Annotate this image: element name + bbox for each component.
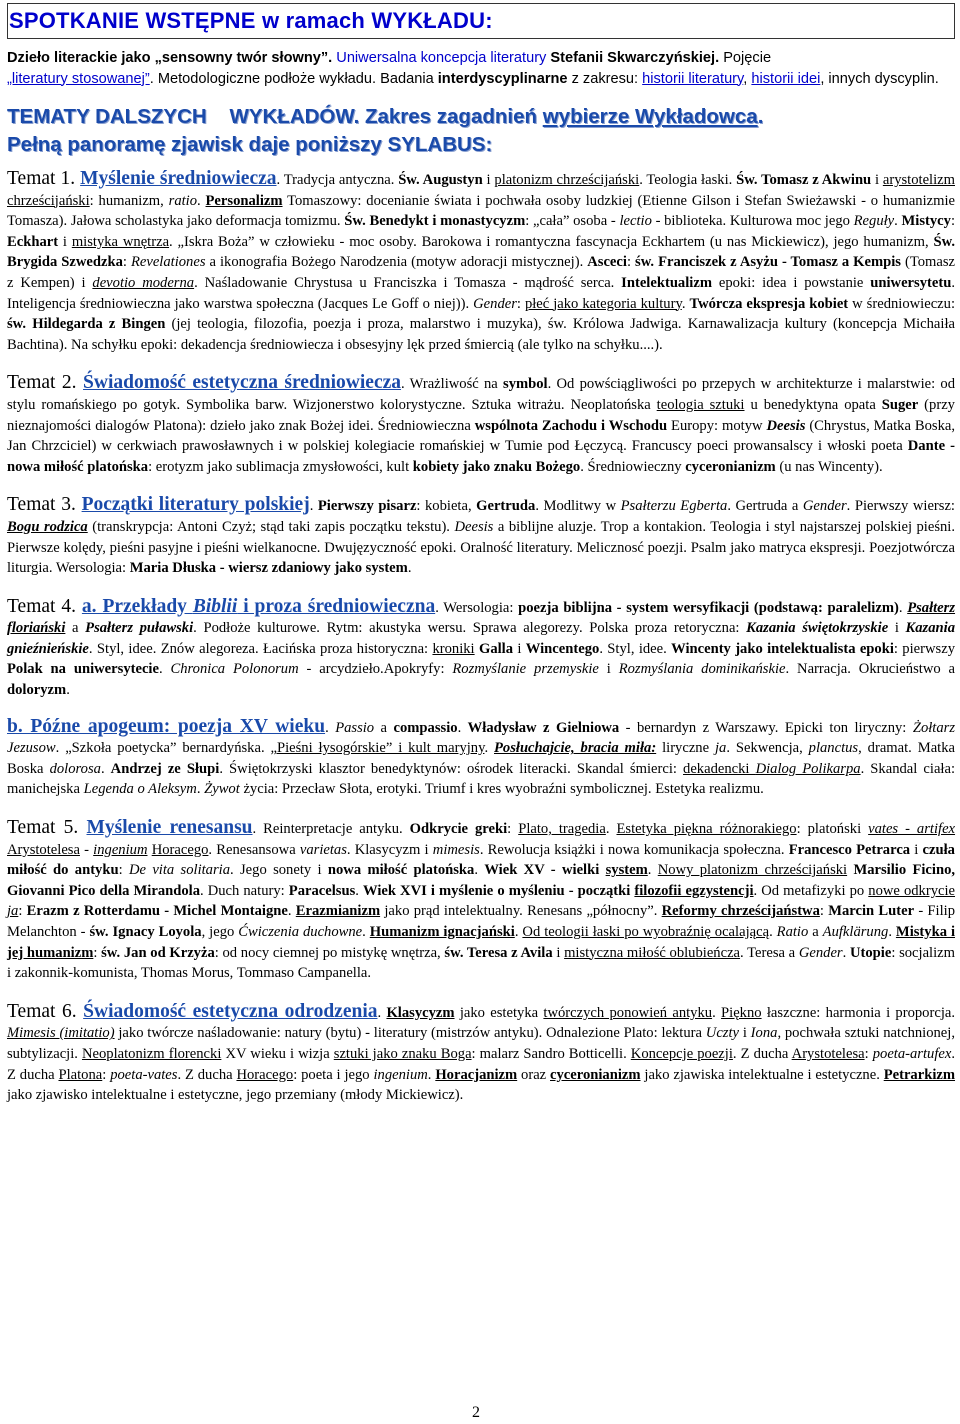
body-segment: . Z ducha	[732, 1045, 792, 1062]
body-segment: : „cała” osoba -	[525, 213, 620, 230]
body-segment: Władysław z Gielniowa	[467, 719, 620, 736]
body-segment: Erazm z Rotterdamu - Michel Montaigne	[26, 903, 288, 920]
topic-2-label: Temat 2	[7, 372, 72, 394]
body-segment: u benedyktyna opata	[744, 396, 882, 413]
body-segment: .	[484, 740, 494, 757]
body-segment: . Teologia łaski.	[639, 172, 737, 188]
body-segment: :	[118, 862, 129, 879]
body-segment: Polak na uniwersytecie	[7, 661, 159, 678]
body-segment: . Narracja. Okrucieństwo a	[785, 661, 956, 678]
body-segment: . „Iskra Boża” w człowieku - moc osoby. Barokowa i romantyczna fascynacja Eckhartem (u nas Mickiewicz), jego humanizm,	[169, 233, 934, 250]
body-segment: : od nocy ciemnej po mistykę wnętrza,	[214, 944, 445, 961]
body-segment: :	[93, 944, 102, 961]
body-segment: Gender	[802, 498, 847, 515]
body-segment: Marsilio Ficino, Giovanni Pico della Mirandola	[7, 862, 956, 899]
body-segment: Andrzej ze Słupi	[110, 760, 220, 777]
topic-4-label: Temat 4	[7, 595, 72, 617]
body-segment: - arcydzieło.Apokryfy:	[298, 661, 453, 678]
body-segment: (jej teologia, filozofia, poezja i proza, malarstwo i muzyka), św. Królowa Jadwiga. Karnawalizacja kultury (koncepcja Michaiła Bachtina). Na schyłku epoki: dekadencja średniowiecza i obsesyjny lęk przed śmiercią (ale tylko na schyłku....).	[7, 316, 955, 353]
body-segment: . Od powściągliwości po przepych w architekturze i malarstwie: od stylu romańskiego po gotyk. Symbolika barw. Wizjonerstwo kolorystyczne. Sztuka witrażu. Neoplatońska	[7, 376, 956, 413]
body-segment: .	[197, 192, 206, 209]
body-segment: cyceronianizm	[685, 458, 776, 475]
body-segment: Ratio	[776, 924, 809, 940]
topics-text: TEMATY DALSZYCH WYKŁADÓW. Zakres zagadnień	[7, 105, 543, 128]
body-segment: :	[122, 254, 131, 271]
body-segment: Gender	[473, 295, 517, 312]
body-segment: i	[58, 233, 72, 250]
body-segment: .	[196, 781, 205, 798]
body-segment: : malarz Sandro Botticelli.	[471, 1045, 631, 1062]
body-segment: i	[552, 944, 565, 961]
topic-1-title: Myślenie średniowiecza	[80, 168, 277, 189]
body-segment: :	[950, 213, 956, 230]
body-segment: łaszczne: harmonia i proporcja.	[761, 1004, 955, 1021]
body-segment: - biblioteka. Kulturowa moc jego	[651, 213, 854, 230]
page-number: 2	[472, 1404, 480, 1421]
body-segment: uniwersytetu	[870, 274, 952, 291]
body-segment: dekadencki	[683, 760, 756, 777]
body-segment: (Tomasz z Kempen) i	[7, 254, 956, 291]
body-segment: „Pieśni łysogórskie” i kult maryjny	[270, 740, 485, 757]
body-segment: .	[457, 719, 468, 736]
topic-2-title: Świadomość estetyczna średniowiecza	[83, 372, 402, 394]
body-segment: filozofii egzystencji	[634, 882, 754, 899]
body-segment: Koncepcje poezji	[630, 1045, 733, 1062]
topic-1	[7, 169, 955, 355]
body-segment: .	[427, 1066, 436, 1083]
body-segment: Humanizm ignacjański	[369, 924, 515, 940]
body-segment: Galla	[478, 640, 514, 657]
intro-link: „literatury stosowanej”	[7, 70, 150, 87]
topic-4-title	[82, 596, 435, 617]
body-segment: vates - artifex	[868, 821, 956, 838]
body-segment: Wiek XVI i myślenie o myśleniu - początki	[362, 882, 635, 899]
body-segment: św. Hildegarda z Bingen	[7, 316, 166, 333]
topic-4-title-part: Biblii	[192, 595, 238, 617]
body-segment: : socjalizm i zakonnik-komunista, Thomas Morus, Tommaso Campanella.	[7, 944, 955, 982]
body-segment: a ikonografia Bożego Narodzenia (motyw adoracji mistycznej).	[205, 254, 588, 271]
body-segment: , dramat. Matka Boska	[7, 740, 956, 777]
topic-1-body	[7, 172, 955, 353]
body-segment: .	[647, 862, 658, 879]
body-segment: Maria Dłuska - wiersz zdaniowy jako system	[129, 560, 408, 577]
body-segment: (przy nieznajomości dialogów Platona): dzieło jako znak Bożej idei. Średniowieczna	[7, 396, 955, 434]
intro-text: Pojęcie	[719, 50, 772, 66]
body-segment: Twórcza ekspresja kobiet	[689, 295, 849, 312]
body-segment: .	[66, 682, 70, 699]
body-segment: . Modlitwy w	[535, 498, 621, 515]
body-segment: .	[894, 213, 902, 230]
body-segment: - Filip Melanchton -	[7, 903, 956, 940]
body-segment: : humanizm,	[89, 192, 169, 209]
topic-4-title-part: a. Przekłady	[81, 595, 193, 617]
body-segment: Francesco Petrarca	[788, 841, 911, 858]
body-segment: jako estetyka	[454, 1004, 544, 1021]
body-segment: Horacego	[151, 841, 209, 858]
intro-text: , innych dyscyplin.	[820, 70, 939, 87]
body-segment: Od teologii łaski po wyobraźnię ocalającą	[522, 924, 770, 940]
body-segment: Gertruda	[476, 498, 536, 515]
body-segment: . Styl, idee. Znów alegoreza. Łacińska proza historyczna:	[88, 640, 433, 657]
body-segment: . Klasycyzm i	[346, 841, 433, 858]
page-title: SPOTKANIE WSTĘPNE w ramach WYKŁADU:	[9, 8, 493, 33]
body-segment: Eckhart	[7, 233, 59, 250]
body-segment: . Średniowieczny	[580, 458, 686, 475]
body-segment: Reguły	[853, 213, 895, 230]
body-segment: Chronica Polonorum	[170, 661, 299, 678]
body-segment: XV wieku i wizja	[221, 1045, 334, 1062]
body-segment: życia: Przecław Słota, erotyki. Triumf i kres wyobraźni symbolicznej. Estetyka realizmu.	[239, 781, 764, 798]
intro-link: historii idei	[751, 70, 821, 87]
body-segment: poeta-artufex	[872, 1045, 952, 1062]
body-segment: Kazania gnieźnieńskie	[7, 620, 956, 657]
body-segment: Marcin Luter	[828, 903, 915, 920]
body-segment: Deesis	[454, 518, 494, 535]
body-segment: :	[516, 295, 525, 312]
body-segment: Ćwiczenia duchowne	[238, 924, 363, 940]
body-segment: dolorosa	[49, 760, 101, 777]
body-segment: .	[898, 599, 908, 616]
body-segment: Bogu rodzica	[7, 518, 88, 535]
body-segment: a biblijne aluzje. Trop a kontakion. Teologia i styl najstarszej polskiej pieśni. Pierwsze kolędy, pieśni pasyjne i pieśni wielkanocne. Dwujęzyczność epoki. Oralność literatury. Melicznosć poezji. Psalm jako matryca ekspresji. Poezjotwórcza liturgia. Wersologia:	[7, 518, 956, 577]
body-segment: . Inteligencja średniowieczna jako warstwa społeczna (Jacques Le Goff o niej)).	[7, 274, 955, 312]
body-segment: : platoński	[796, 821, 869, 838]
topics-text: .	[757, 105, 764, 128]
body-segment: a	[808, 924, 823, 940]
body-segment: nowe odkrycie	[868, 882, 956, 899]
body-segment: system	[605, 862, 648, 879]
topic-5-head: Temat 5. Myślenie renesansu	[7, 817, 253, 839]
topic-5-label: Temat 5	[7, 817, 74, 839]
body-segment: .	[769, 924, 777, 940]
body-segment: Horacego	[236, 1066, 294, 1083]
body-segment: De vita solitaria	[128, 862, 231, 879]
body-segment: Personalizm	[205, 192, 283, 209]
body-segment: , pochwała sztuki natchnionej, subtylizacji.	[7, 1025, 955, 1062]
body-segment: . Jego sonety i	[230, 862, 328, 879]
body-segment: Arystotelesa	[7, 841, 80, 858]
topics-syllabus: Pełną panoramę zjawisk daje poniższy SYLABUS:	[7, 133, 493, 156]
title-box	[7, 3, 955, 39]
body-segment: Horacjanizm	[435, 1066, 518, 1083]
body-segment: .	[355, 882, 363, 899]
body-segment: . Od metafizyki po	[753, 882, 869, 899]
body-segment: Wiek XV - wielki	[484, 862, 606, 879]
body-segment: Psałterz puławski	[85, 620, 194, 637]
body-segment: .	[287, 903, 296, 920]
body-segment: . Skandal ciała: manichejska	[7, 760, 956, 798]
body-segment: poeta-vates	[110, 1066, 178, 1083]
body-segment: .	[605, 821, 617, 838]
body-segment: jako zjawiska intelektualne i estetyczne.	[640, 1066, 884, 1083]
body-segment: Psałterzu Egberta	[620, 498, 728, 515]
topic-4-title-part: i proza średniowieczna	[237, 595, 436, 617]
body-segment: . Rewolucja książki i nowa komunikacja społeczna.	[479, 841, 789, 858]
body-segment: . Gertruda a	[727, 498, 803, 515]
body-segment: planctus	[808, 740, 859, 757]
body-segment: :	[819, 903, 829, 920]
body-segment: .	[842, 944, 850, 961]
body-segment: :	[626, 254, 636, 271]
body-segment: Suger	[881, 396, 919, 413]
body-segment: symbol	[503, 376, 548, 393]
body-segment: :	[18, 903, 27, 920]
topic-6	[7, 1002, 955, 1106]
body-segment: .	[309, 498, 318, 515]
body-segment: Intelektualizm	[621, 274, 712, 291]
body-segment: Neoplatonizm florencki	[81, 1045, 222, 1062]
body-segment: i	[871, 172, 883, 188]
topic-3-label: Temat 3	[7, 494, 71, 516]
body-segment: Pierwszy pisarz	[317, 498, 417, 515]
body-segment: Klasycyzm	[386, 1004, 455, 1021]
body-segment: Reformy chrześcijaństwa	[661, 903, 820, 920]
body-segment: ja	[7, 903, 19, 920]
intro-text: Uniwersalna koncepcja literatury	[332, 50, 547, 66]
body-segment: św. Teresa z Avila	[444, 944, 553, 961]
body-segment: w średniowieczu:	[848, 295, 956, 312]
topic-6-label: Temat 6	[7, 1000, 72, 1022]
body-segment: Paracelsus	[288, 882, 356, 899]
body-segment: .	[158, 661, 171, 678]
body-segment: . Tradycja antyczna.	[276, 172, 399, 188]
body-segment: jako prąd intelektualny. Renesans „północny”.	[380, 903, 662, 920]
body-segment: mimesis	[432, 841, 480, 858]
body-segment: . Styl, idee.	[599, 640, 672, 657]
body-segment: Dante - nowa miłość platońska	[7, 438, 955, 475]
body-segment: epoki: idea i powstanie	[711, 274, 871, 291]
body-segment: teologia sztuki	[656, 396, 745, 413]
body-segment: :	[102, 1066, 111, 1083]
body-segment: Uczty	[705, 1025, 740, 1042]
body-segment: Św. Brygida Szwedzka	[7, 233, 955, 271]
body-segment: Żołtarz Jezusow	[7, 719, 956, 757]
body-segment: . Wrażliwość na	[401, 376, 504, 393]
body-segment: , jego	[201, 924, 239, 940]
body-segment: mistyczna miłość oblubieńcza	[564, 944, 741, 961]
body-segment: . Sekwencja,	[726, 740, 809, 757]
body-segment: (Chrystus, Matka Boska, Jan Chrzciciel) w cerkwiach prawosławnych i w polskiej kolegiacie romańskiej w Tumie pod Łęczycą. Francuscy poeci prowansalscy i włoski poeta	[7, 417, 955, 455]
body-segment: . Podłoże kulturowe. Rytm: akustyka wersu. Sprawa alegorezy. Polska proza retoryczna:	[193, 620, 747, 637]
body-segment: Passio	[335, 719, 375, 736]
body-segment: Odkrycie greki	[409, 821, 508, 838]
topic-3	[7, 495, 955, 578]
body-segment: ingenium	[373, 1066, 428, 1083]
body-segment: . Renesansowa	[208, 841, 300, 858]
body-segment: Petrarkizm	[883, 1066, 956, 1083]
body-segment: Tomaszowy: docenianie świata i pochwała osoby ludzkiej (Etienne Gilson i Stefan Swieżawski - o humanizmie Tomasza). Jałowa scholastyka jako deformacja tomizmu.	[7, 192, 956, 230]
intro-paragraph	[7, 48, 955, 89]
body-segment: Asceci	[587, 254, 627, 271]
body-segment: a	[65, 620, 86, 637]
body-segment: . Naśladowanie Chrystusa u Franciszka i Tomasza - mądrość serca.	[194, 274, 622, 291]
body-segment: :	[864, 1045, 873, 1062]
intro-text: Stefanii Skwarczyńskiej.	[546, 50, 720, 66]
body-segment: .	[888, 924, 896, 940]
body-segment: nowa miłość platońska	[327, 862, 475, 879]
body-segment: ja	[714, 740, 727, 757]
body-segment: Rozmyślanie przemyskie	[452, 661, 599, 678]
intro-text: . Metodologiczne podłoże wykładu. Badania	[149, 70, 434, 87]
body-segment: czuła miłość do antyku	[7, 841, 955, 879]
body-segment: . Z ducha	[7, 1045, 955, 1083]
body-segment: . Pierwszy wiersz:	[846, 498, 955, 515]
topics-text: wybierze Wykładowca	[542, 105, 758, 128]
body-segment: Platona	[58, 1066, 103, 1083]
body-segment: sztuki jako znaku Boga	[333, 1045, 472, 1062]
body-segment: (transkrypcja: Antoni Czyż; stąd taki zapis początku tekstu).	[87, 518, 455, 535]
body-segment: : pierwszy	[893, 640, 955, 657]
body-segment: varietas	[299, 841, 347, 858]
body-segment: Dialog Polikarpa	[755, 760, 861, 777]
body-segment: . „Szkoła poetycka” bernardyńska.	[55, 740, 271, 757]
topic-2	[7, 373, 955, 477]
topic-1-label: Temat 1	[7, 168, 71, 189]
body-segment: lectio	[619, 213, 652, 230]
body-segment: i	[482, 172, 495, 188]
body-segment: Mistyka i jej humanizm	[7, 924, 955, 961]
topic-3-title: Początki literatury polskiej	[81, 494, 310, 516]
topic-4	[7, 597, 955, 701]
body-segment: Plato, tragedia	[518, 821, 606, 838]
body-segment: . Świętokrzyski klasztor benedyktynów: ośrodek literacki. Skandal śmierci:	[219, 760, 684, 777]
body-segment: - bernardyn z Warszawy. Epicki ton liryczny:	[619, 719, 913, 736]
body-segment: i	[598, 661, 619, 678]
body-segment: Deesis	[766, 417, 806, 434]
topics-heading	[7, 103, 955, 159]
body-segment: św. Ignacy Loyola	[89, 924, 202, 940]
body-segment: Św. Augustyn	[398, 172, 483, 188]
body-segment: .	[681, 295, 690, 312]
body-segment: .	[474, 862, 485, 879]
body-segment: liryczne	[656, 740, 715, 757]
intro-text: Dzieło literackie jako „sensowny twór słowny”.	[7, 50, 333, 66]
body-segment: Kazania świętokrzyskie	[746, 620, 889, 637]
body-segment: św. Jan od Krzyża	[101, 944, 215, 961]
body-segment: mistyka wnętrza	[71, 233, 170, 250]
body-segment: arystotelizm chrześcijański	[7, 172, 955, 209]
body-segment: (u nas Wincenty).	[775, 458, 883, 475]
body-segment: Europy: motyw	[667, 417, 767, 434]
body-segment: Estetyka piękna różnorakiego	[616, 821, 797, 838]
body-segment: Piękno	[721, 1004, 762, 1021]
body-segment: : erotyzm jako sublimacja zmysłowości, kult	[148, 458, 413, 475]
topic-5-title: Myślenie renesansu	[86, 817, 253, 839]
body-segment: Iona	[750, 1025, 778, 1042]
body-segment: św. Franciszek z Asyżu - Tomasz a Kempis	[635, 254, 901, 271]
topic-1-head: Temat 1. Myślenie średniowiecza	[7, 168, 277, 189]
body-segment: Mistycy	[901, 213, 951, 230]
body-segment: a	[374, 719, 394, 736]
body-segment: . Teresa a	[740, 944, 799, 961]
body-segment: Gender	[798, 944, 843, 961]
topic-2-head: Temat 2. Świadomość estetyczna średniowiecza	[7, 372, 402, 394]
body-segment: devotio moderna	[92, 274, 195, 291]
topic-4b-title: b. Późne apogeum: poezja XV wieku	[7, 715, 326, 737]
topic-5	[7, 818, 955, 984]
body-segment: oraz	[517, 1066, 551, 1083]
body-segment: Św. Benedykt i monastycyzm	[344, 213, 526, 230]
body-segment: .	[514, 924, 523, 940]
body-segment: jako zjawisko intelektualne i estetyczne, jego przemiany (młody Mickiewicz).	[7, 1087, 464, 1104]
body-segment: cyceronianizm	[550, 1066, 641, 1083]
body-segment: . Reinterpretacje antyku.	[252, 821, 410, 838]
body-segment: . Duch natury:	[200, 882, 289, 899]
body-segment: .	[100, 760, 111, 777]
body-segment: Posłuchajcie, bracia miła:	[494, 740, 657, 757]
body-segment: płeć jako kategoria kultury	[524, 295, 682, 312]
document-page	[7, 0, 955, 1106]
body-segment: ingenium	[93, 841, 148, 858]
intro-text: ,	[743, 70, 752, 87]
body-segment: .	[377, 1004, 387, 1021]
body-segment: Psałterz floriański	[7, 599, 956, 637]
intro-text: interdyscyplinarne	[433, 70, 568, 87]
body-segment: Arystotelesa	[791, 1045, 865, 1062]
body-segment: Erazmianizm	[295, 903, 381, 920]
body-segment: Wincenty jako intelektualista epoki	[671, 640, 894, 657]
body-segment: Nowy platonizm chrześcijański	[657, 862, 848, 879]
intro-link: historii literatury	[642, 70, 744, 87]
body-segment: .	[362, 924, 370, 940]
body-segment: twórczych ponowień antyku	[543, 1004, 713, 1021]
body-segment: Legenda o Aleksym	[83, 781, 197, 798]
body-segment: ratio	[168, 192, 198, 209]
body-segment: compassio	[393, 719, 458, 736]
body-segment: -	[79, 841, 94, 858]
body-segment: .	[407, 560, 412, 577]
topic-6-head: Temat 6. Świadomość estetyczna odrodzenia	[7, 1000, 378, 1022]
body-segment: i	[910, 841, 923, 858]
body-segment: platonizm chrześcijański	[494, 172, 640, 188]
body-segment: poezja biblijna - system wersyfikacji (podstawą: paralelizm)	[518, 599, 899, 616]
body-segment: kobiety jako znaku Bożego	[412, 458, 581, 475]
body-segment: Utopie	[849, 944, 892, 961]
body-segment: Św. Tomasz z Akwinu	[736, 172, 872, 188]
body-segment: . Wersologia:	[435, 599, 519, 616]
body-segment: .	[325, 719, 336, 736]
body-segment: i	[888, 620, 906, 637]
body-segment: Rozmyślania dominikańskie	[618, 661, 786, 678]
body-segment: .	[712, 1004, 722, 1021]
body-segment: wspólnota Zachodu i Wschodu	[474, 417, 668, 434]
topic-5-body	[7, 821, 955, 981]
topic-4-head: Temat 4. a. Przekłady Biblii i proza średniowieczna	[7, 595, 436, 617]
body-segment: Żywot	[204, 781, 240, 798]
body-segment: Mimesis (imitatio)	[7, 1025, 115, 1042]
topic-3-head: Temat 3. Początki literatury polskiej	[7, 494, 310, 516]
body-segment: . Z ducha	[177, 1066, 237, 1083]
body-segment: :	[507, 821, 519, 838]
body-segment: doloryzm	[7, 682, 67, 699]
body-segment: Revelationes	[130, 254, 206, 271]
body-segment: kroniki	[432, 640, 475, 657]
body-segment: Wincentego	[525, 640, 600, 657]
intro-text: z zakresu:	[567, 70, 643, 87]
body-segment: Aufklärung	[822, 924, 889, 940]
body-segment: jako twórcze naśladowanie: natury (bytu) - literatury (mistrzów antyku). Odnalezione Plato: lektura	[114, 1025, 706, 1042]
topic-6-title: Świadomość estetyczna odrodzenia	[83, 1000, 378, 1022]
body-segment: : kobieta,	[416, 498, 477, 515]
body-segment: : poeta i jego	[293, 1066, 374, 1083]
body-segment: i	[513, 640, 526, 657]
topic-4b	[7, 717, 955, 800]
body-segment: i	[739, 1025, 751, 1042]
